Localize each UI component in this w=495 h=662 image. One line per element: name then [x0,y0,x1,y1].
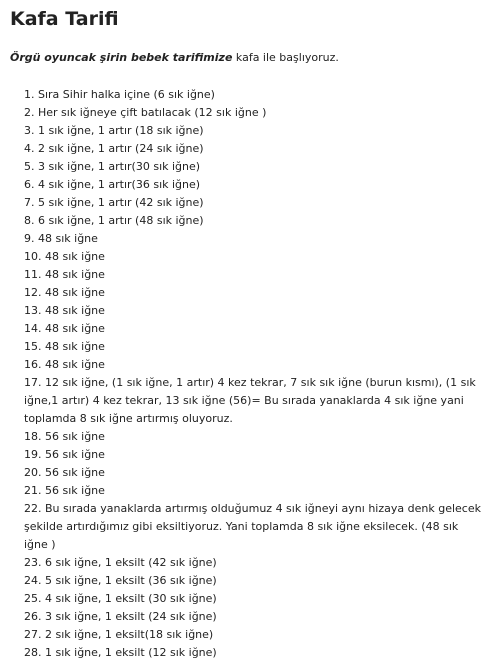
pattern-step: 13. 48 sık iğne [24,304,105,317]
pattern-step: 28. 1 sık iğne, 1 eksilt (12 sık iğne) [24,646,217,659]
pattern-step: 6. 4 sık iğne, 1 artır(36 sık iğne) [24,178,201,191]
pattern-step: 12. 48 sık iğne [24,286,105,299]
intro-paragraph [10,50,485,66]
pattern-step: 16. 48 sık iğne [24,358,105,371]
pattern-step: 24. 5 sık iğne, 1 eksilt (36 sık iğne) [24,574,217,587]
pattern-step: 8. 6 sık iğne, 1 artır (48 sık iğne) [24,214,204,227]
pattern-step: 1. Sıra Sihir halka içine (6 sık iğne) [24,88,215,101]
pattern-step: 11. 48 sık iğne [24,268,105,281]
pattern-step: 25. 4 sık iğne, 1 eksilt (30 sık iğne) [24,592,217,605]
page-title: Kafa Tarifi [10,8,119,30]
pattern-step: 19. 56 sık iğne [24,448,105,461]
intro-emphasis: Örgü oyuncak şirin bebek tarifimize [10,51,233,64]
pattern-step: 5. 3 sık iğne, 1 artır(30 sık iğne) [24,160,201,173]
pattern-steps-list [10,86,485,662]
pattern-step: 27. 2 sık iğne, 1 eksilt(18 sık iğne) [24,628,214,641]
pattern-step: 17. 12 sık iğne, (1 sık iğne, 1 artır) 4 kez tekrar, 7 sık sık iğne (burun kısmı), (1 sık iğne,1 artır) 4 kez tekrar, 13 sık iğne (56)= Bu sırada yanaklarda 4 sık iğne yani toplamda 8 sık iğne artırmış oluyoruz. [24,376,476,425]
pattern-step: 3. 1 sık iğne, 1 artır (18 sık iğne) [24,124,204,137]
pattern-step: 21. 56 sık iğne [24,484,105,497]
pattern-step: 2. Her sık iğneye çift batılacak (12 sık iğne ) [24,106,267,119]
pattern-step: 4. 2 sık iğne, 1 artır (24 sık iğne) [24,142,204,155]
pattern-step: 22. Bu sırada yanaklarda artırmış olduğumuz 4 sık iğneyi aynı hizaya denk gelecek şekilde artırdığımız gibi eksiltiyoruz. Yani toplamda 8 sık iğne eksilecek. (48 sık iğne ) [24,502,481,551]
pattern-step: 15. 48 sık iğne [24,340,105,353]
pattern-step: 20. 56 sık iğne [24,466,105,479]
pattern-step: 10. 48 sık iğne [24,250,105,263]
pattern-step: 9. 48 sık iğne [24,232,98,245]
pattern-step: 26. 3 sık iğne, 1 eksilt (24 sık iğne) [24,610,217,623]
pattern-step: 18. 56 sık iğne [24,430,105,443]
pattern-step: 7. 5 sık iğne, 1 artır (42 sık iğne) [24,196,204,209]
intro-text: kafa ile başlıyoruz. [232,51,339,64]
pattern-step: 23. 6 sık iğne, 1 eksilt (42 sık iğne) [24,556,217,569]
pattern-step: 14. 48 sık iğne [24,322,105,335]
